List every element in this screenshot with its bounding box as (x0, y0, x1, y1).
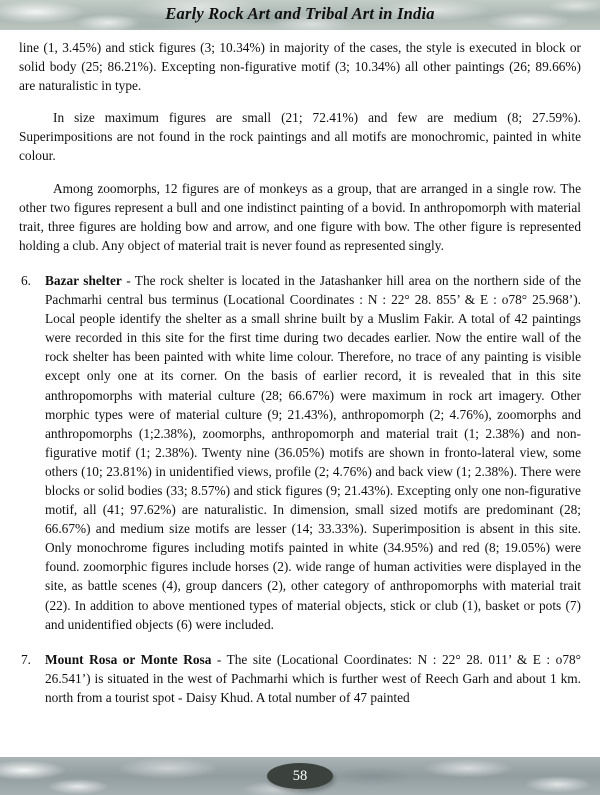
list-item-body (45, 271, 581, 634)
paragraph-spacer (19, 95, 581, 108)
list-spacer (19, 634, 581, 650)
page-header-title: Early Rock Art and Tribal Art in India (165, 4, 435, 23)
list-item-text: - The site (Locational Coordinates: N : 22° 28. 011’ & E : o78° 26.541’) is situated in the west of Pachmarhi which is further west of Reech Garh and about 1 km. north from a tourist spot - Daisy Khud. A total number of 47 painted (45, 651, 582, 705)
list-item-marker: 6. (21, 272, 32, 288)
list-item-bazar-shelter (19, 271, 581, 634)
list-item-text: - The rock shelter is located in the Jatashanker hill area on the northern side of the Pachmarhi central bus terminus (Locational Coordinates : N : 22° 28. 855’ & E : o78° 25.968’). Local people identify the shelter as a small shrine built by a Muslim Fakir. A total of 42 paintings were recorded in this site for the first time during two decades earlier. Now the entire wall of the rock shelter has been painted with white lime colour. Therefore, no trace of any painting is visible except only one at its corner. On the basis of earlier record, it is revealed that in this site anthropomorphs with material culture (28; 66.67%) were maximum in rock art imagery. Other morphic types were of material culture (9; 21.43%), anthropomorph (2; 4.76%), zoomorphs and anthropomorphs (1;2.38%), zoomorphs, anthropomorph and material trait (1; 2.38%) and non-figurative motif (1; 2.38%). Twenty nine (36.05%) motifs are shown in fronto-lateral view, some others (10; 23.81%) in unidentified views, profile (2; 4.76%) and back view (1; 2.38%). There were blocks or solid bodies (33; 8.57%) and stick figures (9; 21.43%). Excepting only one non-figurative motif, all (41; 97.62%) are naturalistic. In dimension, small sized motifs are predominant (28; 66.67%) and medium size motifs are lesser (14; 33.33%). Superimposition is absent in this site. Only monochrome figures including motifs painted in white (34.95%) and red (8; 19.05%) were found. zoomorphic figures include horses (2). wide range of human activities were displayed in the site, as battle scenes (4), group dancers (2), other category of anthropomorphs with material trait (22). In addition to above mentioned types of material objects, stick or club (1), basket or pots (7) and unidentified objects (6) were included. (45, 272, 582, 632)
site-name-bazar-shelter: Bazar shelter (45, 272, 122, 288)
list-spacer (19, 255, 581, 271)
paragraph-continued-style: line (1, 3.45%) and stick figures (3; 10.34%) in majority of the cases, the style is executed in block or solid body (25; 86.21%). Excepting non-figurative motif (3; 10.34%) all other paintings (26; 89.66%) are naturalistic in type. (19, 40, 581, 94)
page-body-content (19, 38, 581, 707)
list-item-marker: 7. (21, 651, 32, 667)
paragraph-spacer (19, 166, 581, 179)
page-number-badge (267, 763, 333, 789)
page-number-label: 58 (292, 768, 308, 784)
list-item-body (45, 650, 581, 707)
paragraph-size-superimposition: In size maximum figures are small (21; 72.41%) and few are medium (8; 27.59%). Superimpositions are not found in the rock paintings and all motifs are monochromic, painted in white colour. (19, 110, 581, 164)
list-item-mount-rosa (19, 650, 581, 707)
paragraph-zoomorphs: Among zoomorphs, 12 figures are of monkeys as a group, that are arranged in a single row. The other two figures represent a bull and one indistinct painting of a bovid. In anthropomorph with material trait, three figures are holding bow and arrow, and one figure with bow. The other figure is represented holding a club. Any object of material trait is never found as represented singly. (19, 180, 581, 253)
site-name-mount-rosa: Mount Rosa or Monte Rosa (45, 651, 212, 667)
